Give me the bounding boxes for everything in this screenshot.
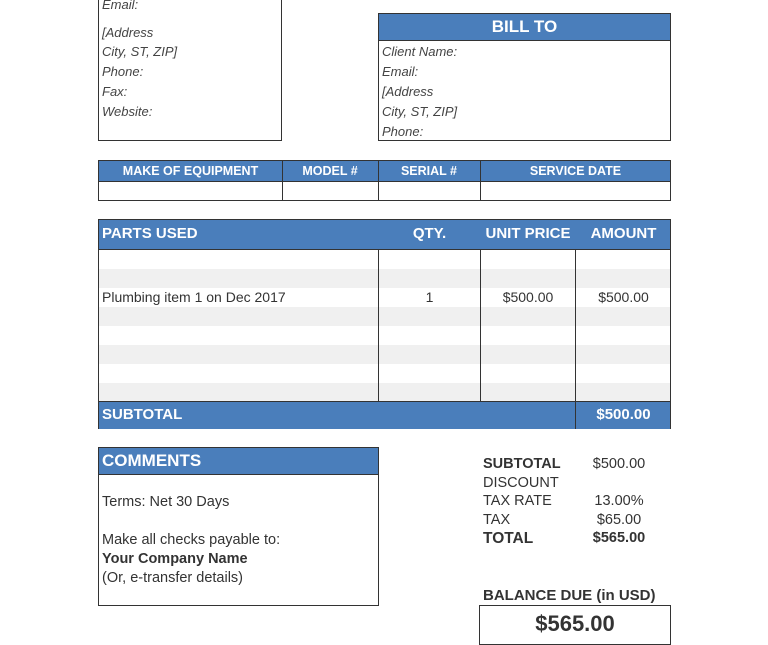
equipment-header-row xyxy=(99,161,670,182)
client-email-field[interactable]: Email: xyxy=(382,64,419,79)
sender-email: Email: xyxy=(102,0,139,12)
divider xyxy=(282,161,283,200)
table-row[interactable] xyxy=(99,326,670,345)
bill-to-title: BILL TO xyxy=(379,14,670,41)
comments-payable-to: Make all checks payable to: xyxy=(102,532,281,548)
header-unit-price: UNIT PRICE xyxy=(485,225,571,242)
sender-info-box xyxy=(98,0,282,141)
sender-website: Website: xyxy=(102,104,153,119)
parts-subtotal-row xyxy=(99,401,670,429)
sender-phone: Phone: xyxy=(102,64,144,79)
table-row[interactable] xyxy=(99,269,670,288)
header-service-date: SERVICE DATE xyxy=(529,164,622,178)
parts-body xyxy=(99,250,670,401)
serial-field[interactable] xyxy=(379,182,480,201)
header-amount: AMOUNT xyxy=(590,225,657,242)
totals-total-value: $565.00 xyxy=(592,530,646,546)
totals-discount-label: DISCOUNT xyxy=(483,475,559,491)
balance-due-box xyxy=(479,605,671,645)
service-date-field[interactable] xyxy=(481,182,671,201)
table-row[interactable] xyxy=(99,383,670,401)
totals-total-label: TOTAL xyxy=(483,530,534,547)
sender-address: [Address xyxy=(102,25,154,40)
totals-tax-label: TAX xyxy=(483,512,511,528)
parts-subtotal-value: $500.00 xyxy=(596,406,651,423)
totals-tax-rate-label: TAX RATE xyxy=(483,493,552,509)
sender-fax: Fax: xyxy=(102,84,128,99)
totals-tax-rate-value: 13.00% xyxy=(594,493,644,509)
header-qty: QTY. xyxy=(412,225,447,242)
equipment-table xyxy=(98,160,671,201)
totals-subtotal-value: $500.00 xyxy=(592,456,646,472)
balance-due-value: $565.00 xyxy=(535,611,615,636)
model-field[interactable] xyxy=(283,182,378,201)
comments-title: COMMENTS xyxy=(99,448,378,475)
table-row[interactable] xyxy=(99,288,670,307)
sender-city: City, ST, ZIP] xyxy=(102,44,178,59)
comments-box xyxy=(98,447,379,606)
table-row[interactable] xyxy=(99,364,670,383)
comments-company: Your Company Name xyxy=(102,551,248,567)
client-phone-field[interactable]: Phone: xyxy=(382,124,424,139)
divider xyxy=(480,250,481,401)
client-city-field[interactable]: City, ST, ZIP] xyxy=(382,104,458,119)
row-description: Plumbing item 1 on Dec 2017 xyxy=(102,289,286,305)
header-parts-used: PARTS USED xyxy=(102,225,198,242)
parts-header-row xyxy=(99,220,670,250)
parts-table xyxy=(98,219,671,429)
bill-to-box xyxy=(378,13,671,141)
divider xyxy=(378,161,379,200)
row-amount: $500.00 xyxy=(598,289,649,305)
divider xyxy=(378,250,379,401)
client-name-field[interactable]: Client Name: xyxy=(382,44,458,59)
divider xyxy=(480,161,481,200)
header-make: MAKE OF EQUIPMENT xyxy=(122,164,259,178)
row-qty: 1 xyxy=(425,289,434,305)
balance-due-label: BALANCE DUE (in USD) xyxy=(483,587,656,604)
header-model: MODEL # xyxy=(302,164,358,178)
table-row[interactable] xyxy=(99,250,670,269)
client-address-field[interactable]: [Address xyxy=(382,84,434,99)
divider xyxy=(575,250,576,401)
make-field[interactable] xyxy=(99,182,282,201)
comments-terms: Terms: Net 30 Days xyxy=(102,494,230,510)
table-row[interactable] xyxy=(99,345,670,364)
row-unit-price: $500.00 xyxy=(502,289,554,305)
table-row[interactable] xyxy=(99,307,670,326)
totals-tax-value: $65.00 xyxy=(596,512,642,528)
parts-subtotal-label: SUBTOTAL xyxy=(102,406,183,423)
totals-subtotal-label: SUBTOTAL xyxy=(483,456,561,472)
comments-etransfer: (Or, e-transfer details) xyxy=(102,570,244,586)
header-serial: SERIAL # xyxy=(400,164,458,178)
